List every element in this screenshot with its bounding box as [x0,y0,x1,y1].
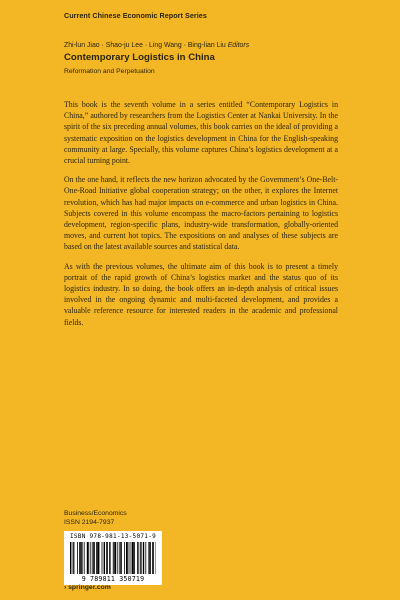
series-title: Current Chinese Economic Report Series [64,11,207,20]
editors-role: Editors [227,42,250,49]
description-paragraph-2: On the one hand, it reflects the new horizon advocated by the Government’s One-Belt-One-Road Initiative global cooperation strategy; on the other, it explores the Internet revolution, which has had major impacts on e-commerce and urban logistics in China. Subjects covered in this volume encompass the macro-factors pertaining to logistics development, region-specific plans, industry-wide transformation, globally-oriented moves, and current hot topics. The expositions on and analyses of these subjects are based on the latest available sources and statistical data. [64,175,338,252]
book-description [64,99,338,336]
subject-category: Business/Economics [64,510,127,517]
description-paragraph-1: This book is the seventh volume in a series entitled “Contemporary Logistics in China,” authored by researchers from the Logistics Center at Nankai University. In the spirit of the six preceding annual volumes, this book carries on the ideal of providing a systematic exposition on the logistics development in China for the English-speaking community at large. Specially, this volume captures China’s logistics development at a crucial turning point. [64,100,338,166]
authors-line [64,42,249,49]
author-names: Zhi-lun Jiao · Shao-ju Lee · Ling Wang · Bing-lian Liu [64,42,226,49]
isbn-barcode [64,531,162,585]
publisher-link [64,584,111,591]
subject-block [64,509,127,527]
publisher-url: springer.com [68,584,111,591]
issn-number: ISSN 2194-7937 [64,519,115,526]
book-title: Contemporary Logistics in China [64,52,215,63]
barcode-bars [70,542,156,574]
arrow-icon: › [64,584,67,591]
book-subtitle: Reformation and Perpetuation [64,68,155,75]
isbn-number: ISBN 978-981-13-5071-9 [69,533,157,540]
description-paragraph-3: As with the previous volumes, the ultimate aim of this book is to present a timely portrait of the rapid growth of China’s logistics market and the status quo of its logistics industry. In so doing, the book offers an in-depth analysis of critical issues involved in the ongoing dynamic and multi-faceted development, and provides a valuable reference resource for interested readers in the academic and professional fields. [64,261,338,327]
barcode-digits: 9 789811 350719 [81,575,145,583]
